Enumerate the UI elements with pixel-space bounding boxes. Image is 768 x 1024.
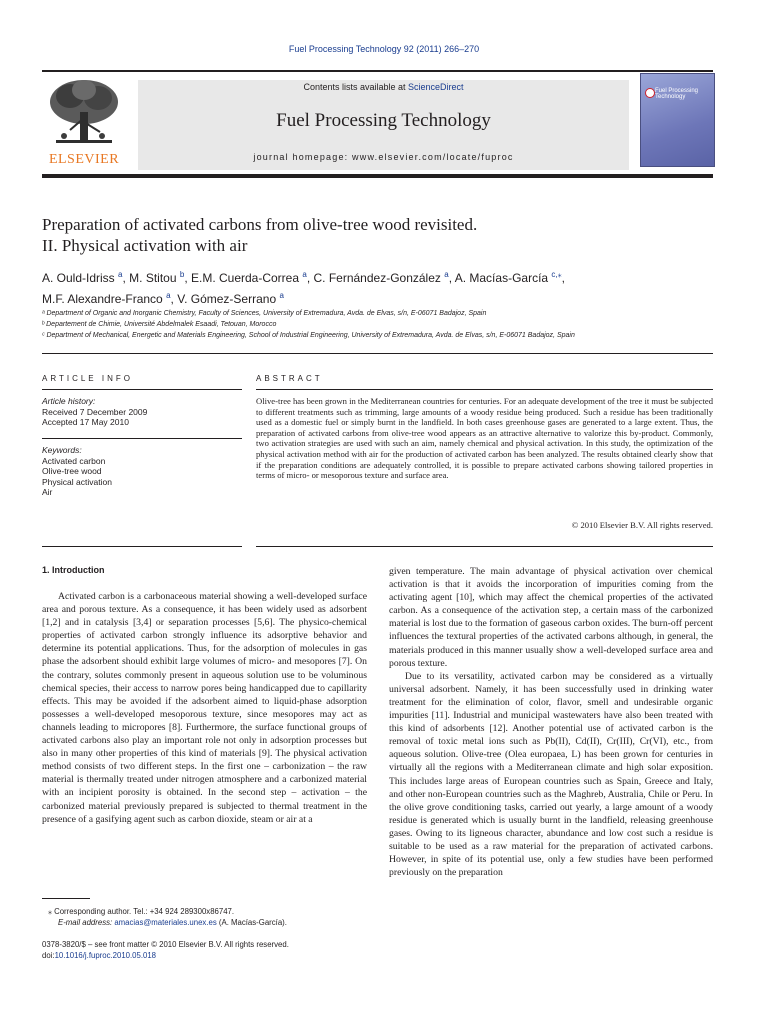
article-info-rule xyxy=(42,546,242,547)
journal-cover-thumbnail[interactable] xyxy=(640,73,715,167)
article-title xyxy=(42,214,682,256)
article-info-heading: ARTICLE INFO xyxy=(42,374,133,383)
elsevier-wordmark: ELSEVIER xyxy=(48,152,120,167)
author-affiliation-link[interactable]: a xyxy=(118,270,123,279)
article-title-line2: II. Physical activation with air xyxy=(42,236,248,255)
accepted-date: Accepted 17 May 2010 xyxy=(42,417,129,427)
keyword: Olive-tree wood xyxy=(42,466,102,476)
author: A. Macías-García $^{c,⁎}$, xyxy=(454,270,565,285)
paragraph: given temperature. The main advantage of physical activation over chemical activation is that it avoids the incorporation of impurities coming from the activating agent [10], which may affect the chemical properties of the activated carbon. As a consequence of the activation step, a certain mass of the carbonized material is lost due to the formation of gaseous carbon oxides. The burn-off percent influences the textural properties of the activated carbons although, in general, the materials produced in this manner usually show a well-developed surface area and porous texture. xyxy=(389,566,713,669)
author-affiliation-link[interactable]: a xyxy=(279,291,284,300)
cover-badge-icon xyxy=(645,88,655,98)
author: M.F. Alexandre-Franco $^a$, xyxy=(42,291,178,306)
doi-label: doi: xyxy=(42,951,55,960)
contents-prefix: Contents lists available at xyxy=(303,82,409,92)
header-top-rule xyxy=(42,70,713,72)
email-name: (A. Macías-García). xyxy=(218,918,287,927)
paragraph: Activated carbon is a carbonaceous material showing a well-developed surface area and porous texture. As a consequence, it has been widely used as adsorbent [1,2] and in catalysis [3,4] or separation processes [5,6]. The physico-chemical properties of activated carbon strongly influence its adsorptive behavior and determine its potential applications. Thus, for the adsorption of molecules in gas phase the adsorbent should exhibit large volumes of micro- and mesopores [7]. On the contrary, solutes commonly present in aqueous solution use to be voluminous chemical species, their access to narrow pores being handicapped due to capillarity effects. This may be avoided if the adsorbent aimed to liquid-phase adsorption possesses a well-developed mesoporous texture, since mesopores may act as channels leading to micropores [8]. Furthermore, the surface functional groups of activated carbons also play an important role not only in adsorption processes but also in many other properties of this kind of materials [9]. The physical activation method consists of two different steps. In the first one – carbonization – the raw material is thermally treated under nitrogen atmosphere and a carbonized material with an incipient porosity is obtained. In the second step – activation – the carbonized material previously prepared is subjected to thermal treatment in the presence of a gasifying agent such as carbon dioxide, steam or air at a xyxy=(42,591,367,825)
journal-homepage[interactable]: journal homepage: www.elsevier.com/locate/fuproc xyxy=(253,152,514,162)
author-affiliation-link[interactable]: a xyxy=(444,270,449,279)
contents-available-line xyxy=(138,82,629,92)
author-affiliation-link[interactable]: a xyxy=(166,291,171,300)
author: A. Ould-Idriss $^a$, xyxy=(42,270,130,285)
abstract-rule xyxy=(256,389,713,390)
author-list xyxy=(42,266,702,308)
email-line xyxy=(42,917,367,928)
corresponding-author-footnote xyxy=(42,906,367,928)
header-bottom-rule xyxy=(42,174,713,178)
email-link[interactable]: amacias@materiales.unex.es xyxy=(114,918,217,927)
body-column-right xyxy=(389,565,713,879)
section-heading-introduction: 1. Introduction xyxy=(42,565,105,575)
author: C. Fernández-González $^a$, xyxy=(313,270,455,285)
author-affiliation-link[interactable]: b xyxy=(179,270,185,279)
issn-block xyxy=(42,939,367,961)
copyright-notice: © 2010 Elsevier B.V. All rights reserved. xyxy=(571,520,713,530)
email-label: E-mail address: xyxy=(58,918,113,927)
history-label: Article history: xyxy=(42,396,96,406)
abstract-text: Olive-tree has been grown in the Mediterranean countries for centuries. For an adequate development of the tree it must be subjected to different treatments such as trimming, large amounts of a woody residue being produced. Such a residue has been traditionally used as a domestic fuel or simply burnt in the landfield. In both cases greenhouse gases are generated to a large extent. Thus, the preparation of activated carbons from olive-tree wood appears as an attractive alternative to valorize this by-product. Commonly, two activation strategies are used with such an aim, namely chemical and physical activation. In this study, the optimization of the physical activation method with air for the production of activated carbon has been analyzed. The results obtained clearly show that if the preparation conditions are adequately controlled, it is possible to prepare activated carbons showing tailored properties in terms of micro- or mesoporous texture and surface area. xyxy=(256,396,713,481)
body-column-left xyxy=(42,590,367,826)
article-info-rule xyxy=(42,438,242,439)
author: E.M. Cuerda-Correa $^a$, xyxy=(190,270,314,285)
journal-masthead xyxy=(138,80,629,170)
cover-title: Fuel Processing Technology xyxy=(655,88,699,100)
affiliations xyxy=(42,308,722,341)
keyword: Air xyxy=(42,487,53,497)
keywords-block xyxy=(42,445,242,498)
issn-line: 0378-3820/$ – see front matter © 2010 Elsevier B.V. All rights reserved. xyxy=(42,940,289,949)
author: V. Gómez-Serrano $^a$ xyxy=(177,291,284,306)
affiliation-b: ᵇ Departement de Chimie, Université Abdelmalek Esaadi, Tetouan, Morocco xyxy=(42,321,277,328)
corresponding-author: ⁎ Corresponding author. Tel.: +34 924 289300x86747. xyxy=(48,907,235,916)
author-affiliation-link[interactable]: c,⁎ xyxy=(551,270,562,279)
journal-name: Fuel Processing Technology xyxy=(276,110,491,131)
elsevier-tree-icon xyxy=(42,78,126,150)
elsevier-logo[interactable] xyxy=(42,78,126,168)
abstract-heading: ABSTRACT xyxy=(256,374,323,383)
article-history xyxy=(42,396,242,428)
section-divider xyxy=(42,353,713,354)
author: M. Stitou $^b$, xyxy=(129,270,191,285)
affiliation-a: ᵃ Department of Organic and Inorganic Chemistry, Faculty of Sciences, University of Extremadura, Avda. de Elvas, s/n, E-06071 Badajoz, Spain xyxy=(42,310,487,317)
paragraph: Due to its versatility, activated carbon may be considered as a virtually universal adsorbent. Namely, it has been successfully used in drinking water treatment for the elimination of color, flavor, smell and undesirable organic impurities [11]. Industrial and municipal wastewaters have also been treated with this kind of adsorbents [12]. Another potential use of activated carbon is the removal of toxic metal ions such as Pb(II), Cd(II), Cr(III), Cr(VI), etc., from aqueous solution. Olive-tree (Olea europaea, L) has been grown for centuries in virtually all the regions with a Mediterranean climate and high solar exposition. This includes large areas of European countries such as Spain, Greece and Italy, and other non-European countries such as the Maghreb, Australia, Chile or Peru. In the olive grove conditioning tasks, carried out yearly, a large amount of a woody residue is generated which is usually burnt in the landfield, releasing greenhouse gases. Owing to its ligneous character, abundance and low cost such a residue is suitable to be used as a raw material for the preparation of activated carbons. However, in spite of its potential use, only a few studies have been performed previously on the preparation xyxy=(389,670,713,879)
doi-line xyxy=(42,950,367,961)
sciencedirect-link[interactable]: ScienceDirect xyxy=(408,82,464,92)
article-info-rule xyxy=(42,389,242,390)
keyword: Physical activation xyxy=(42,476,112,487)
author-affiliation-link[interactable]: a xyxy=(302,270,307,279)
article-title-line1: Preparation of activated carbons from olive-tree wood revisited. xyxy=(42,215,478,234)
keyword: Activated carbon xyxy=(42,455,106,466)
doi-link[interactable]: 10.1016/j.fuproc.2010.05.018 xyxy=(54,951,157,960)
footnote-rule xyxy=(42,898,90,899)
keywords-label: Keywords: xyxy=(42,445,82,455)
abstract-rule xyxy=(256,546,713,547)
affiliation-c: ᶜ Department of Mechanical, Energetic and Materials Engineering, School of Industrial Engineering, University of Extremadura, Avda. de Elvas, s/n, E-06071 Badajoz, Spain xyxy=(42,332,575,339)
journal-citation[interactable]: Fuel Processing Technology 92 (2011) 266–270 xyxy=(288,44,480,54)
received-date: Received 7 December 2009 xyxy=(42,406,148,417)
